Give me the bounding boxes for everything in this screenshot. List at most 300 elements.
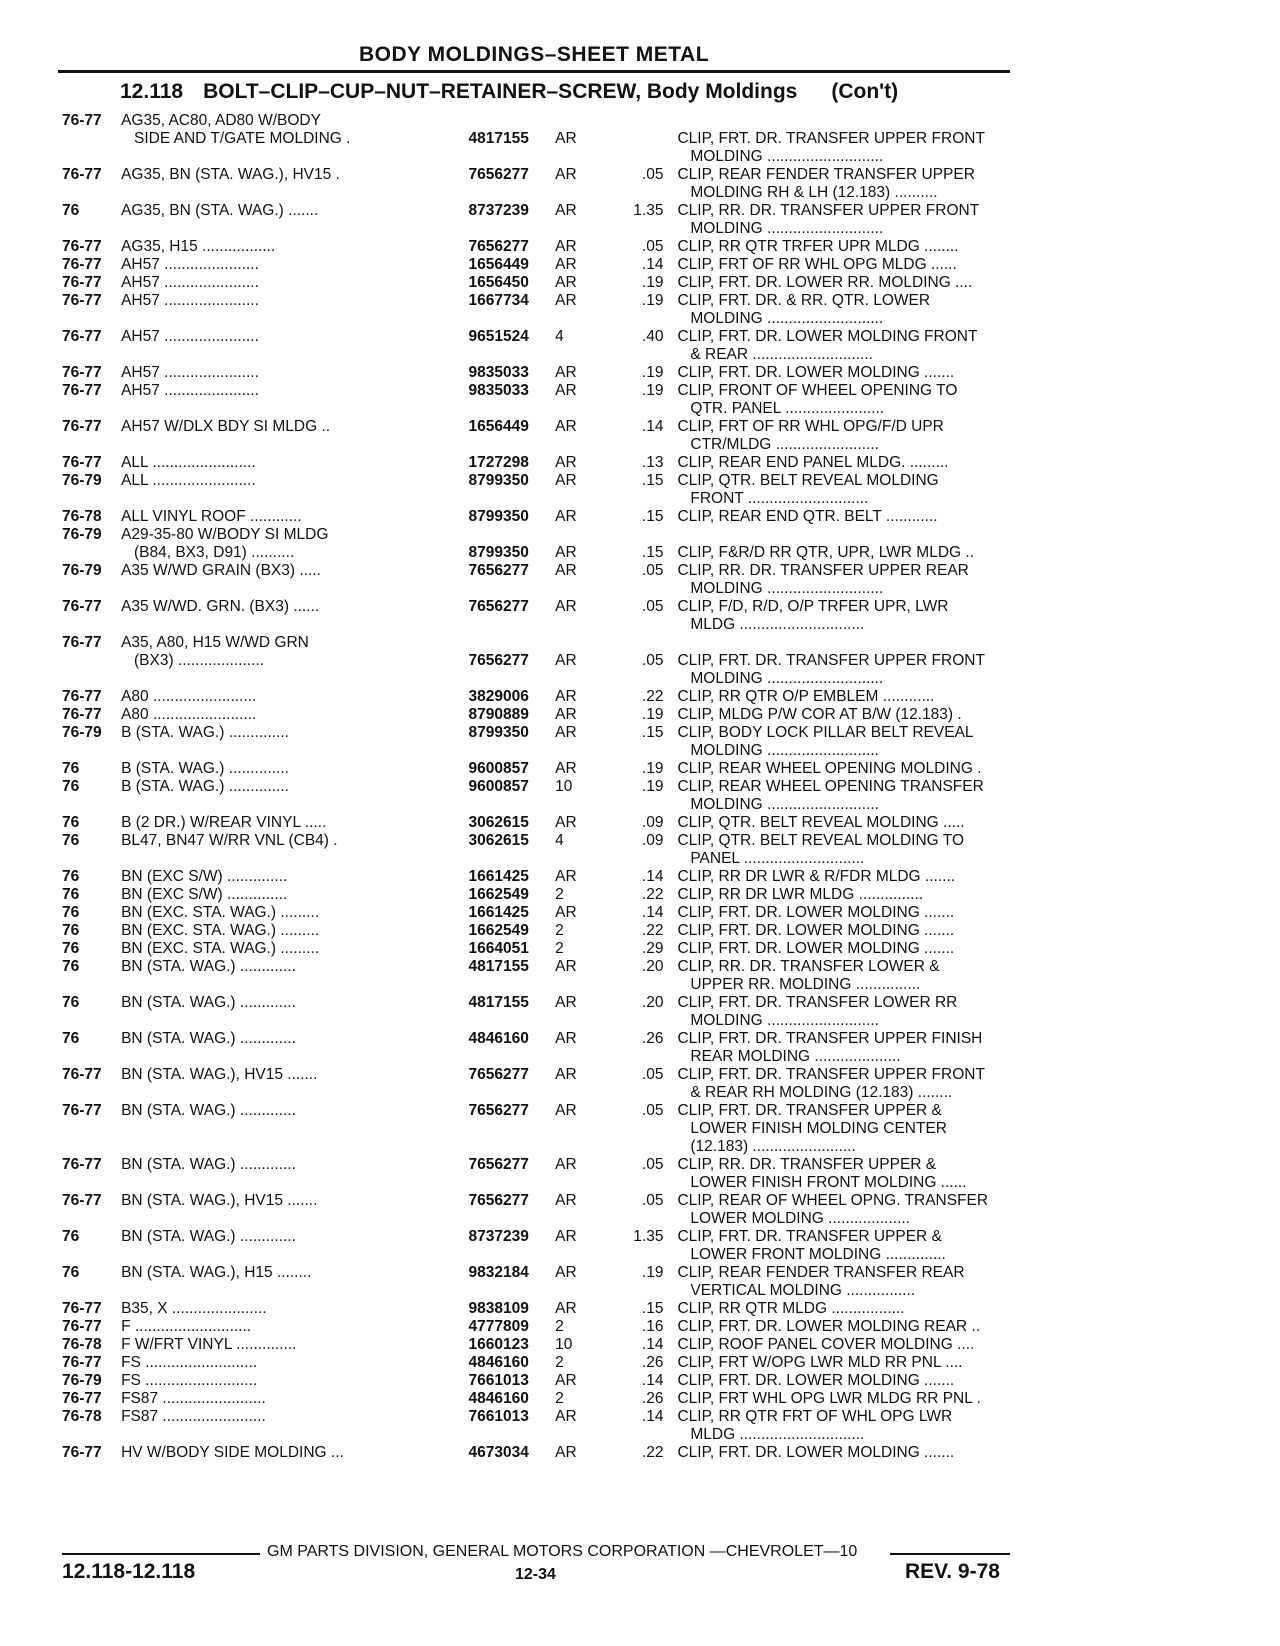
price: .05 [641, 1156, 664, 1173]
quantity: AR [555, 688, 577, 705]
model-year: 76 [62, 958, 80, 975]
price: .14 [641, 868, 664, 885]
table-row [62, 760, 1022, 778]
quantity: AR [555, 562, 577, 579]
model-year [62, 1048, 121, 1066]
part-number [469, 184, 556, 202]
quantity: AR [555, 382, 577, 399]
model-usage: FS87 ........................ [121, 1390, 266, 1407]
table-row [62, 166, 1022, 184]
model-usage: AH57 W/DLX BDY SI MLDG .. [121, 418, 331, 435]
footer-publisher-text: GM PARTS DIVISION, GENERAL MOTORS CORPORATION —CHEVROLET—10 [267, 1543, 858, 1560]
part-description: CLIP, RR. DR. TRANSFER LOWER & [677, 958, 940, 975]
model-year [62, 436, 121, 454]
part-number: 4817155 [468, 994, 529, 1011]
quantity [555, 1174, 604, 1192]
quantity: AR [555, 904, 577, 921]
part-description: CLIP, FRT. DR. LOWER MOLDING ....... [677, 904, 955, 921]
part-description: & REAR ............................ [677, 346, 873, 363]
model-usage [121, 1246, 468, 1264]
table-row [62, 184, 1022, 202]
model-year: 76-77 [62, 634, 102, 651]
section-title [120, 80, 898, 104]
model-year [62, 148, 121, 166]
table-row [62, 346, 1022, 364]
quantity: AR [555, 958, 577, 975]
quantity [555, 1282, 604, 1300]
part-number: 1667734 [468, 292, 529, 309]
model-year: 76 [62, 202, 80, 219]
model-year [62, 400, 121, 418]
price: .15 [641, 472, 664, 489]
table-row [62, 382, 1022, 400]
part-description: CLIP, FRT. DR. LOWER MOLDING FRONT [677, 328, 978, 345]
page-number: 12-34 [515, 1566, 556, 1583]
price: .15 [641, 1300, 664, 1317]
model-usage: ALL ........................ [121, 454, 256, 471]
part-description: CLIP, FRT OF RR WHL OPG/F/D UPR [677, 418, 944, 435]
model-usage: AH57 ...................... [121, 274, 259, 291]
model-year: 76-77 [62, 256, 102, 273]
part-number: 1727298 [468, 454, 529, 471]
model-usage: BN (EXC. STA. WAG.) ......... [121, 922, 320, 939]
model-usage [121, 580, 468, 598]
price: .19 [641, 760, 664, 777]
part-number: 3062615 [468, 832, 529, 849]
part-description: LOWER FINISH FRONT MOLDING ...... [677, 1174, 967, 1191]
model-usage: A80 ........................ [121, 688, 257, 705]
model-usage [121, 670, 468, 688]
price [604, 490, 677, 508]
price [604, 670, 677, 688]
table-row [62, 1372, 1022, 1390]
table-row [62, 1138, 1022, 1156]
model-year: 76-77 [62, 1102, 102, 1119]
part-description: CLIP, RR QTR FRT OF WHL OPG LWR [677, 1408, 953, 1425]
part-description: CLIP, FRONT OF WHEEL OPENING TO [677, 382, 958, 399]
part-description: CLIP, REAR WHEEL OPENING TRANSFER [677, 778, 984, 795]
model-year [62, 130, 121, 148]
model-usage: A29-35-80 W/BODY SI MLDG [121, 526, 329, 543]
price: .14 [641, 1408, 664, 1425]
table-row [62, 706, 1022, 724]
model-year: 76-77 [62, 292, 102, 309]
part-number [469, 1084, 556, 1102]
part-description: MOLDING ........................... [677, 670, 884, 687]
model-year: 76-79 [62, 1372, 102, 1389]
model-usage: BN (STA. WAG.), HV15 ....... [121, 1192, 318, 1209]
price [604, 742, 677, 760]
table-row [62, 436, 1022, 454]
part-description: MLDG ............................. [677, 1426, 865, 1443]
table-row [62, 1336, 1022, 1354]
model-usage: BN (EXC S/W) .............. [121, 886, 288, 903]
table-row [62, 1030, 1022, 1048]
price: .05 [641, 652, 664, 669]
table-row [62, 1084, 1022, 1102]
table-row [62, 1102, 1022, 1120]
part-description: CLIP, RR QTR TRFER UPR MLDG ........ [677, 238, 959, 255]
model-usage [121, 742, 468, 760]
price: 1.35 [633, 1228, 664, 1245]
quantity [555, 148, 604, 166]
table-row [62, 1246, 1022, 1264]
part-description: CLIP, FRT OF RR WHL OPG MLDG ...... [677, 256, 957, 273]
price [604, 850, 677, 868]
part-number: 1656449 [468, 256, 529, 273]
price: .05 [641, 238, 664, 255]
model-usage: (BX3) .................... [121, 652, 265, 669]
quantity [555, 796, 604, 814]
model-usage: ALL VINYL ROOF ............ [121, 508, 302, 525]
model-usage: AG35, BN (STA. WAG.) ....... [121, 202, 319, 219]
quantity: 4 [555, 832, 564, 849]
model-year [62, 1084, 121, 1102]
part-number: 7656277 [468, 1102, 529, 1119]
part-number: 9600857 [468, 760, 529, 777]
part-description: CLIP, F/D, R/D, O/P TRFER UPR, LWR [677, 598, 949, 615]
model-year [62, 1210, 121, 1228]
part-number: 3062615 [468, 814, 529, 831]
model-year [62, 580, 121, 598]
price: .15 [641, 544, 664, 561]
model-year [62, 616, 121, 634]
price [604, 1120, 677, 1138]
model-usage [121, 490, 468, 508]
table-row [62, 1300, 1022, 1318]
table-row [62, 634, 1022, 652]
part-number [469, 112, 556, 130]
model-year [62, 796, 121, 814]
model-year: 76-78 [62, 1408, 102, 1425]
quantity [555, 184, 604, 202]
part-description: CLIP, BODY LOCK PILLAR BELT REVEAL [677, 724, 974, 741]
model-year [62, 220, 121, 238]
table-row [62, 1264, 1022, 1282]
part-number [469, 526, 556, 544]
price: .05 [641, 166, 664, 183]
quantity [555, 976, 604, 994]
quantity: AR [555, 1156, 577, 1173]
table-row [62, 922, 1022, 940]
table-row [62, 1174, 1022, 1192]
part-number [469, 616, 556, 634]
price: .40 [641, 328, 664, 345]
part-description: CLIP, RR. DR. TRANSFER UPPER & [677, 1156, 937, 1173]
price: .26 [641, 1390, 664, 1407]
table-row [62, 904, 1022, 922]
table-row [62, 724, 1022, 742]
part-description: CLIP, FRT. DR. LOWER MOLDING ....... [677, 364, 955, 381]
model-usage: BN (STA. WAG.) ............. [121, 994, 296, 1011]
part-number: 9600857 [468, 778, 529, 795]
part-description: CLIP, FRT. DR. LOWER MOLDING ....... [677, 1444, 955, 1461]
quantity: AR [555, 1300, 577, 1317]
part-description: CLIP, FRT. DR. LOWER MOLDING ....... [677, 940, 955, 957]
price: .13 [641, 454, 664, 471]
part-description [677, 526, 1022, 544]
part-number [469, 148, 556, 166]
price [604, 310, 677, 328]
model-usage: AH57 ...................... [121, 382, 259, 399]
part-number: 1660123 [468, 1336, 529, 1353]
table-row [62, 670, 1022, 688]
part-number [469, 1282, 556, 1300]
model-year: 76 [62, 832, 80, 849]
part-description: MOLDING ........................... [677, 148, 884, 165]
price: .19 [641, 1264, 664, 1281]
table-row [62, 526, 1022, 544]
price [604, 976, 677, 994]
model-year: 76 [62, 1030, 80, 1047]
part-description: CLIP, RR DR LWR MLDG ............... [677, 886, 924, 903]
table-row [62, 1192, 1022, 1210]
part-number: 7656277 [468, 166, 529, 183]
part-description: CLIP, FRT. DR. TRANSFER LOWER RR [677, 994, 958, 1011]
price [604, 1138, 677, 1156]
quantity [555, 436, 604, 454]
part-number [469, 220, 556, 238]
quantity: AR [555, 166, 577, 183]
price: .14 [641, 256, 664, 273]
model-usage: A80 ........................ [121, 706, 257, 723]
part-description: CLIP, FRT. DR. TRANSFER UPPER & [677, 1228, 942, 1245]
part-description: CLIP, FRT. DR. TRANSFER UPPER FINISH [677, 1030, 983, 1047]
price [604, 346, 677, 364]
model-usage: AG35, AC80, AD80 W/BODY [121, 112, 321, 129]
model-year [62, 850, 121, 868]
table-row [62, 688, 1022, 706]
quantity [555, 850, 604, 868]
model-usage: BN (EXC. STA. WAG.) ......... [121, 904, 320, 921]
table-row [62, 994, 1022, 1012]
table-row [62, 364, 1022, 382]
price: .19 [641, 706, 664, 723]
part-description: CLIP, RR. DR. TRANSFER UPPER FRONT [677, 202, 980, 219]
part-number [469, 796, 556, 814]
model-usage: BN (STA. WAG.) ............. [121, 958, 296, 975]
table-row [62, 778, 1022, 796]
price [604, 616, 677, 634]
quantity [555, 490, 604, 508]
model-year: 76-77 [62, 706, 102, 723]
price: .05 [641, 562, 664, 579]
table-row [62, 1354, 1022, 1372]
model-usage: BN (STA. WAG.) ............. [121, 1030, 296, 1047]
model-usage: BN (STA. WAG.), HV15 ....... [121, 1066, 318, 1083]
model-usage: FS87 ........................ [121, 1408, 266, 1425]
part-number: 4673034 [468, 1444, 529, 1461]
table-row [62, 1228, 1022, 1246]
price [604, 130, 677, 148]
model-year: 76-77 [62, 328, 102, 345]
part-description: MLDG ............................. [677, 616, 865, 633]
price: .05 [641, 1102, 664, 1119]
part-description: CLIP, FRT. DR. LOWER MOLDING REAR .. [677, 1318, 981, 1335]
model-usage [121, 220, 468, 238]
price [604, 1246, 677, 1264]
quantity: AR [555, 652, 577, 669]
quantity: AR [555, 202, 577, 219]
part-number [469, 346, 556, 364]
part-number [469, 436, 556, 454]
part-number: 4846160 [468, 1390, 529, 1407]
part-number: 8799350 [468, 544, 529, 561]
table-row [62, 238, 1022, 256]
table-row [62, 292, 1022, 310]
price [604, 634, 677, 652]
table-row [62, 976, 1022, 994]
model-usage: F W/FRT VINYL .............. [121, 1336, 297, 1353]
part-number: 9832184 [468, 1264, 529, 1281]
model-year [62, 976, 121, 994]
model-year: 76-77 [62, 1192, 102, 1209]
part-description: CLIP, FRT W/OPG LWR MLD RR PNL .... [677, 1354, 963, 1371]
quantity: AR [555, 1444, 577, 1461]
part-number: 9838109 [468, 1300, 529, 1317]
price [604, 1426, 677, 1444]
part-description: LOWER MOLDING ................... [677, 1210, 910, 1227]
part-description: FRONT ............................ [677, 490, 869, 507]
model-year: 76-77 [62, 418, 102, 435]
quantity [555, 634, 604, 652]
part-description: MOLDING RH & LH (12.183) .......... [677, 184, 938, 201]
section-heading: BOLT–CLIP–CUP–NUT–RETAINER–SCREW, Body Moldings [203, 80, 798, 103]
part-description: CLIP, FRT WHL OPG LWR MLDG RR PNL . [677, 1390, 981, 1407]
table-row [62, 832, 1022, 850]
part-number: 7656277 [468, 562, 529, 579]
model-year [62, 1012, 121, 1030]
model-year [62, 184, 121, 202]
model-year: 76-79 [62, 562, 102, 579]
model-year: 76-77 [62, 1300, 102, 1317]
quantity: AR [555, 598, 577, 615]
table-row [62, 796, 1022, 814]
part-description: CLIP, FRT. DR. TRANSFER UPPER & [677, 1102, 942, 1119]
model-year [62, 310, 121, 328]
part-number: 7656277 [468, 598, 529, 615]
table-row [62, 112, 1022, 130]
quantity: 4 [555, 328, 564, 345]
part-number: 9835033 [468, 364, 529, 381]
table-row [62, 886, 1022, 904]
page-header [58, 40, 1010, 73]
model-year: 76-77 [62, 166, 102, 183]
table-row [62, 1408, 1022, 1426]
table-row [62, 472, 1022, 490]
table-row [62, 400, 1022, 418]
part-number: 1656449 [468, 418, 529, 435]
page-header-title: BODY MOLDINGS–SHEET METAL [358, 43, 710, 66]
model-usage [121, 148, 468, 166]
quantity: 2 [555, 1318, 564, 1335]
price [604, 1210, 677, 1228]
part-number: 7656277 [468, 652, 529, 669]
part-number: 7656277 [468, 1192, 529, 1209]
part-number: 8737239 [468, 202, 529, 219]
model-usage: BN (STA. WAG.) ............. [121, 1102, 296, 1119]
part-number [469, 976, 556, 994]
model-usage [121, 1048, 468, 1066]
part-number [469, 580, 556, 598]
model-year: 76-77 [62, 382, 102, 399]
part-number [469, 670, 556, 688]
part-description: MOLDING .......................... [677, 1012, 879, 1029]
table-row [62, 868, 1022, 886]
quantity: AR [555, 1372, 577, 1389]
footer-rule-right [890, 1553, 1010, 1555]
part-number: 8737239 [468, 1228, 529, 1245]
table-row [62, 1048, 1022, 1066]
price [604, 1012, 677, 1030]
quantity: AR [555, 292, 577, 309]
quantity [555, 346, 604, 364]
part-description: UPPER RR. MOLDING ............... [677, 976, 921, 993]
model-usage: A35 W/WD. GRN. (BX3) ...... [121, 598, 320, 615]
model-usage: (B84, BX3, D91) .......... [121, 544, 295, 561]
model-usage: AH57 ...................... [121, 292, 259, 309]
quantity: AR [555, 454, 577, 471]
part-number: 4817155 [468, 958, 529, 975]
table-row [62, 562, 1022, 580]
model-year [62, 1120, 121, 1138]
part-number [469, 1048, 556, 1066]
model-usage: A35, A80, H15 W/WD GRN [121, 634, 309, 651]
quantity: AR [555, 724, 577, 741]
model-usage [121, 310, 468, 328]
model-year: 76 [62, 1228, 80, 1245]
model-usage [121, 1174, 468, 1192]
part-description: CLIP, REAR FENDER TRANSFER REAR [677, 1264, 965, 1281]
quantity: 10 [555, 778, 573, 795]
model-year: 76-77 [62, 1444, 102, 1461]
part-number: 8799350 [468, 724, 529, 741]
model-usage: AH57 ...................... [121, 328, 259, 345]
part-number [469, 400, 556, 418]
model-year: 76-78 [62, 1336, 102, 1353]
quantity: 2 [555, 1354, 564, 1371]
quantity [555, 1246, 604, 1264]
model-year: 76-77 [62, 1354, 102, 1371]
price [604, 184, 677, 202]
model-year: 76-77 [62, 1066, 102, 1083]
part-description: CLIP, REAR END QTR. BELT ............ [677, 508, 938, 525]
quantity: AR [555, 868, 577, 885]
model-usage [121, 1012, 468, 1030]
model-year [62, 544, 121, 562]
quantity: AR [555, 1228, 577, 1245]
price: .19 [641, 292, 664, 309]
model-year [62, 346, 121, 364]
table-row [62, 256, 1022, 274]
model-usage: FS .......................... [121, 1372, 258, 1389]
part-number: 4817155 [468, 130, 529, 147]
model-usage [121, 1210, 468, 1228]
model-usage: B (STA. WAG.) .............. [121, 760, 289, 777]
model-usage: B35, X ...................... [121, 1300, 267, 1317]
model-year: 76-77 [62, 238, 102, 255]
quantity: AR [555, 1408, 577, 1425]
model-usage: AH57 ...................... [121, 256, 259, 273]
model-year: 76 [62, 940, 80, 957]
part-description: LOWER FINISH MOLDING CENTER [677, 1120, 948, 1137]
part-number: 1664051 [468, 940, 529, 957]
model-year: 76-79 [62, 526, 102, 543]
model-usage: FS .......................... [121, 1354, 258, 1371]
model-usage [121, 1120, 468, 1138]
part-description: CLIP, RR DR LWR & R/FDR MLDG ....... [677, 868, 956, 885]
part-description: VERTICAL MOLDING ................ [677, 1282, 916, 1299]
